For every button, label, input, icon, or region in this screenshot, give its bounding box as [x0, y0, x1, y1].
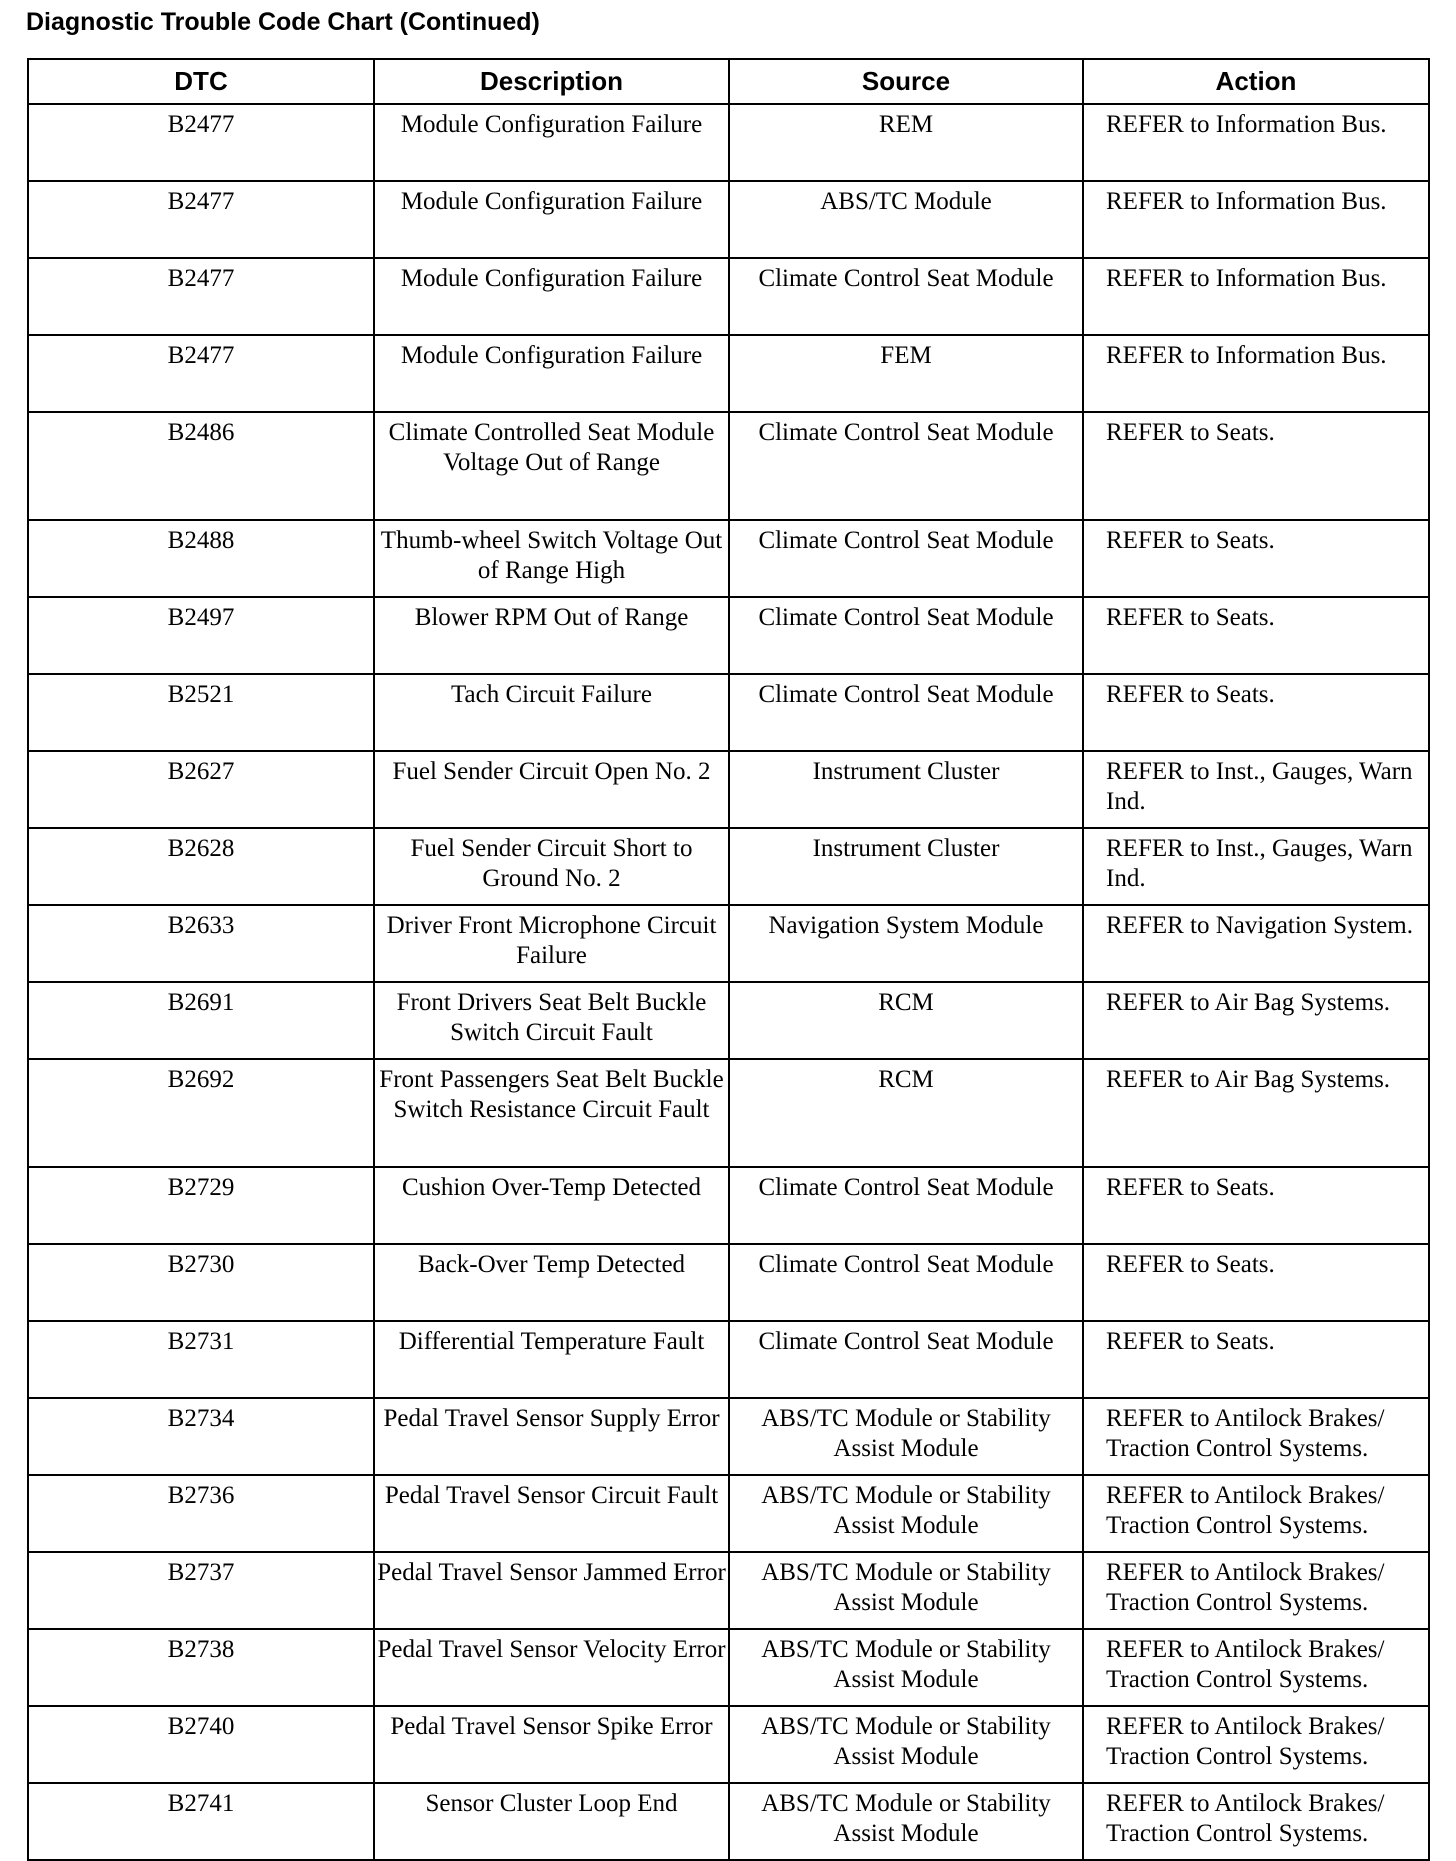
source-cell: ABS/TC Module or Stability Assist Module — [729, 1706, 1083, 1783]
table-row — [28, 258, 1429, 335]
dtc-cell: B2477 — [28, 258, 374, 335]
column-header-description: Description — [374, 59, 729, 104]
action-cell: REFER to Antilock Brakes/ Traction Control Systems. — [1083, 1398, 1429, 1475]
source-cell: Climate Control Seat Module — [729, 1244, 1083, 1321]
table-row — [28, 1783, 1429, 1860]
source-cell: REM — [729, 104, 1083, 181]
dtc-cell: B2627 — [28, 751, 374, 828]
description-cell: Pedal Travel Sensor Circuit Fault — [374, 1475, 729, 1552]
table-row — [28, 520, 1429, 597]
table-header-row — [28, 59, 1429, 104]
description-cell: Front Passengers Seat Belt Buckle Switch Resistance Circuit Fault — [374, 1059, 729, 1167]
action-cell: REFER to Inst., Gauges, Warn Ind. — [1083, 828, 1429, 905]
action-cell: REFER to Seats. — [1083, 1244, 1429, 1321]
action-cell: REFER to Air Bag Systems. — [1083, 1059, 1429, 1167]
source-cell: ABS/TC Module or Stability Assist Module — [729, 1552, 1083, 1629]
description-cell: Back-Over Temp Detected — [374, 1244, 729, 1321]
dtc-cell: B2736 — [28, 1475, 374, 1552]
source-cell: Climate Control Seat Module — [729, 1167, 1083, 1244]
description-cell: Driver Front Microphone Circuit Failure — [374, 905, 729, 982]
action-cell: REFER to Antilock Brakes/ Traction Control Systems. — [1083, 1475, 1429, 1552]
table-row — [28, 181, 1429, 258]
table-row — [28, 828, 1429, 905]
table-row — [28, 1321, 1429, 1398]
dtc-cell: B2628 — [28, 828, 374, 905]
page-title: Diagnostic Trouble Code Chart (Continued) — [26, 8, 540, 36]
action-cell: REFER to Seats. — [1083, 1167, 1429, 1244]
source-cell: Instrument Cluster — [729, 751, 1083, 828]
table-row — [28, 1706, 1429, 1783]
description-cell: Blower RPM Out of Range — [374, 597, 729, 674]
description-cell: Sensor Cluster Loop End — [374, 1783, 729, 1860]
table-row — [28, 751, 1429, 828]
source-cell: Climate Control Seat Module — [729, 412, 1083, 520]
source-cell: Climate Control Seat Module — [729, 258, 1083, 335]
dtc-cell: B2738 — [28, 1629, 374, 1706]
description-cell: Module Configuration Failure — [374, 104, 729, 181]
description-cell: Climate Controlled Seat Module Voltage Out of Range — [374, 412, 729, 520]
action-cell: REFER to Antilock Brakes/ Traction Control Systems. — [1083, 1629, 1429, 1706]
source-cell: FEM — [729, 335, 1083, 412]
dtc-cell: B2477 — [28, 104, 374, 181]
action-cell: REFER to Seats. — [1083, 1321, 1429, 1398]
table-row — [28, 1398, 1429, 1475]
description-cell: Front Drivers Seat Belt Buckle Switch Circuit Fault — [374, 982, 729, 1059]
column-header-dtc: DTC — [28, 59, 374, 104]
dtc-cell: B2729 — [28, 1167, 374, 1244]
table-row — [28, 1552, 1429, 1629]
table-row — [28, 1244, 1429, 1321]
action-cell: REFER to Seats. — [1083, 597, 1429, 674]
description-cell: Tach Circuit Failure — [374, 674, 729, 751]
column-header-action: Action — [1083, 59, 1429, 104]
dtc-cell: B2734 — [28, 1398, 374, 1475]
description-cell: Fuel Sender Circuit Short to Ground No. 2 — [374, 828, 729, 905]
dtc-cell: B2730 — [28, 1244, 374, 1321]
action-cell: REFER to Information Bus. — [1083, 104, 1429, 181]
dtc-cell: B2740 — [28, 1706, 374, 1783]
action-cell: REFER to Navigation System. — [1083, 905, 1429, 982]
dtc-cell: B2497 — [28, 597, 374, 674]
description-cell: Module Configuration Failure — [374, 181, 729, 258]
table-row — [28, 905, 1429, 982]
table-row — [28, 412, 1429, 520]
description-cell: Pedal Travel Sensor Spike Error — [374, 1706, 729, 1783]
dtc-cell: B2741 — [28, 1783, 374, 1860]
table-row — [28, 597, 1429, 674]
dtc-cell: B2692 — [28, 1059, 374, 1167]
description-cell: Module Configuration Failure — [374, 335, 729, 412]
table-row — [28, 104, 1429, 181]
table-row — [28, 1629, 1429, 1706]
table-row — [28, 674, 1429, 751]
dtc-cell: B2488 — [28, 520, 374, 597]
description-cell: Module Configuration Failure — [374, 258, 729, 335]
source-cell: Climate Control Seat Module — [729, 597, 1083, 674]
action-cell: REFER to Seats. — [1083, 674, 1429, 751]
source-cell: Climate Control Seat Module — [729, 520, 1083, 597]
column-header-source: Source — [729, 59, 1083, 104]
description-cell: Differential Temperature Fault — [374, 1321, 729, 1398]
source-cell: Climate Control Seat Module — [729, 1321, 1083, 1398]
source-cell: Instrument Cluster — [729, 828, 1083, 905]
description-cell: Fuel Sender Circuit Open No. 2 — [374, 751, 729, 828]
dtc-cell: B2477 — [28, 181, 374, 258]
action-cell: REFER to Information Bus. — [1083, 335, 1429, 412]
source-cell: ABS/TC Module or Stability Assist Module — [729, 1629, 1083, 1706]
description-cell: Pedal Travel Sensor Supply Error — [374, 1398, 729, 1475]
action-cell: REFER to Antilock Brakes/ Traction Control Systems. — [1083, 1783, 1429, 1860]
source-cell: ABS/TC Module or Stability Assist Module — [729, 1783, 1083, 1860]
table-row — [28, 1059, 1429, 1167]
dtc-cell: B2477 — [28, 335, 374, 412]
description-cell: Cushion Over-Temp Detected — [374, 1167, 729, 1244]
action-cell: REFER to Seats. — [1083, 412, 1429, 520]
dtc-cell: B2633 — [28, 905, 374, 982]
description-cell: Pedal Travel Sensor Jammed Error — [374, 1552, 729, 1629]
table-row — [28, 1167, 1429, 1244]
source-cell: Navigation System Module — [729, 905, 1083, 982]
action-cell: REFER to Antilock Brakes/ Traction Control Systems. — [1083, 1706, 1429, 1783]
source-cell: ABS/TC Module or Stability Assist Module — [729, 1398, 1083, 1475]
action-cell: REFER to Air Bag Systems. — [1083, 982, 1429, 1059]
dtc-cell: B2521 — [28, 674, 374, 751]
dtc-cell: B2737 — [28, 1552, 374, 1629]
description-cell: Thumb-wheel Switch Voltage Out of Range High — [374, 520, 729, 597]
action-cell: REFER to Information Bus. — [1083, 258, 1429, 335]
action-cell: REFER to Information Bus. — [1083, 181, 1429, 258]
dtc-table — [27, 58, 1430, 1861]
source-cell: ABS/TC Module or Stability Assist Module — [729, 1475, 1083, 1552]
source-cell: RCM — [729, 982, 1083, 1059]
action-cell: REFER to Antilock Brakes/ Traction Control Systems. — [1083, 1552, 1429, 1629]
description-cell: Pedal Travel Sensor Velocity Error — [374, 1629, 729, 1706]
dtc-cell: B2731 — [28, 1321, 374, 1398]
source-cell: Climate Control Seat Module — [729, 674, 1083, 751]
dtc-cell: B2486 — [28, 412, 374, 520]
table-row — [28, 335, 1429, 412]
dtc-cell: B2691 — [28, 982, 374, 1059]
table-row — [28, 1475, 1429, 1552]
table-row — [28, 982, 1429, 1059]
action-cell: REFER to Seats. — [1083, 520, 1429, 597]
source-cell: ABS/TC Module — [729, 181, 1083, 258]
source-cell: RCM — [729, 1059, 1083, 1167]
action-cell: REFER to Inst., Gauges, Warn Ind. — [1083, 751, 1429, 828]
